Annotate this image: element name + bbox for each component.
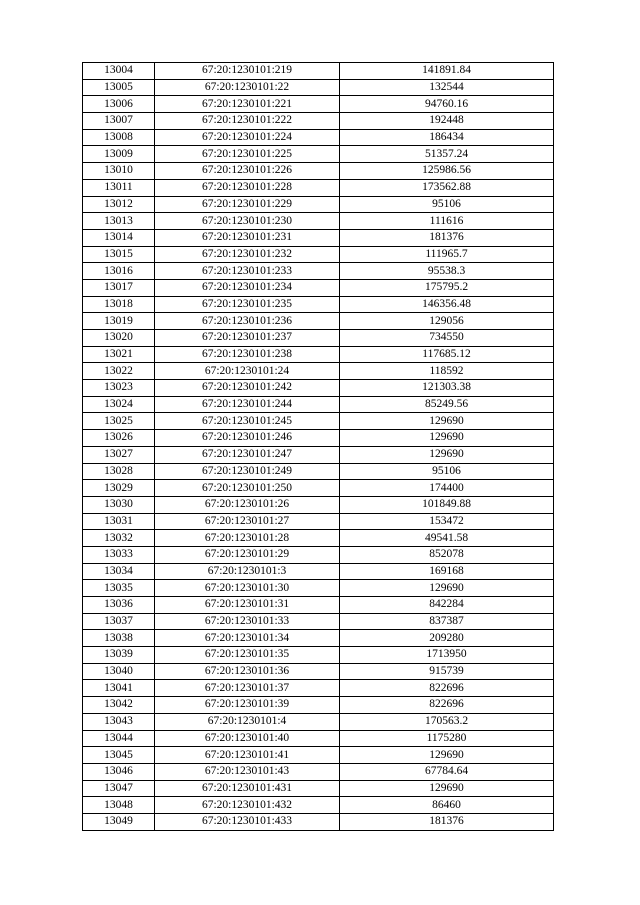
cadastral-number-cell: 67:20:1230101:231 xyxy=(155,229,340,246)
value-cell: 181376 xyxy=(340,813,554,830)
row-number-cell: 13023 xyxy=(83,380,155,397)
table-body xyxy=(83,63,554,831)
value-cell: 734550 xyxy=(340,330,554,347)
value-cell: 49541.58 xyxy=(340,530,554,547)
row-number-cell: 13009 xyxy=(83,146,155,163)
row-number-cell: 13043 xyxy=(83,713,155,730)
row-number-cell: 13041 xyxy=(83,680,155,697)
row-number-cell: 13017 xyxy=(83,279,155,296)
table-row xyxy=(83,363,554,380)
table-row xyxy=(83,129,554,146)
value-cell: 915739 xyxy=(340,663,554,680)
value-cell: 129690 xyxy=(340,780,554,797)
row-number-cell: 13036 xyxy=(83,597,155,614)
value-cell: 95106 xyxy=(340,463,554,480)
row-number-cell: 13015 xyxy=(83,246,155,263)
value-cell: 111616 xyxy=(340,213,554,230)
row-number-cell: 13047 xyxy=(83,780,155,797)
value-cell: 1175280 xyxy=(340,730,554,747)
cadastral-number-cell: 67:20:1230101:246 xyxy=(155,430,340,447)
row-number-cell: 13037 xyxy=(83,613,155,630)
cadastral-number-cell: 67:20:1230101:27 xyxy=(155,513,340,530)
value-cell: 95106 xyxy=(340,196,554,213)
row-number-cell: 13049 xyxy=(83,813,155,830)
value-cell: 85249.56 xyxy=(340,396,554,413)
cadastral-number-cell: 67:20:1230101:22 xyxy=(155,79,340,96)
value-cell: 153472 xyxy=(340,513,554,530)
table-row xyxy=(83,146,554,163)
cadastral-number-cell: 67:20:1230101:238 xyxy=(155,346,340,363)
value-cell: 852078 xyxy=(340,546,554,563)
value-cell: 129690 xyxy=(340,580,554,597)
cadastral-number-cell: 67:20:1230101:233 xyxy=(155,263,340,280)
row-number-cell: 13022 xyxy=(83,363,155,380)
table-row xyxy=(83,163,554,180)
cadastral-number-cell: 67:20:1230101:226 xyxy=(155,163,340,180)
cadastral-number-cell: 67:20:1230101:221 xyxy=(155,96,340,113)
cadastral-number-cell: 67:20:1230101:35 xyxy=(155,647,340,664)
row-number-cell: 13038 xyxy=(83,630,155,647)
table-row xyxy=(83,797,554,814)
cadastral-number-cell: 67:20:1230101:229 xyxy=(155,196,340,213)
cadastral-number-cell: 67:20:1230101:40 xyxy=(155,730,340,747)
table-row xyxy=(83,580,554,597)
table-row xyxy=(83,747,554,764)
row-number-cell: 13048 xyxy=(83,797,155,814)
row-number-cell: 13019 xyxy=(83,313,155,330)
cadastral-number-cell: 67:20:1230101:29 xyxy=(155,546,340,563)
table-row xyxy=(83,313,554,330)
value-cell: 67784.64 xyxy=(340,763,554,780)
value-cell: 129690 xyxy=(340,747,554,764)
cadastral-number-cell: 67:20:1230101:224 xyxy=(155,129,340,146)
value-cell: 129690 xyxy=(340,430,554,447)
value-cell: 822696 xyxy=(340,680,554,697)
table-row xyxy=(83,96,554,113)
value-cell: 186434 xyxy=(340,129,554,146)
row-number-cell: 13016 xyxy=(83,263,155,280)
value-cell: 169168 xyxy=(340,563,554,580)
table-row xyxy=(83,647,554,664)
cadastral-value-table xyxy=(82,62,554,831)
value-cell: 129690 xyxy=(340,413,554,430)
cadastral-number-cell: 67:20:1230101:242 xyxy=(155,380,340,397)
row-number-cell: 13020 xyxy=(83,330,155,347)
value-cell: 181376 xyxy=(340,229,554,246)
table-row xyxy=(83,113,554,130)
table-row xyxy=(83,697,554,714)
value-cell: 173562.88 xyxy=(340,179,554,196)
value-cell: 129056 xyxy=(340,313,554,330)
value-cell: 95538.3 xyxy=(340,263,554,280)
cadastral-number-cell: 67:20:1230101:433 xyxy=(155,813,340,830)
row-number-cell: 13013 xyxy=(83,213,155,230)
row-number-cell: 13014 xyxy=(83,229,155,246)
table-row xyxy=(83,179,554,196)
cadastral-number-cell: 67:20:1230101:31 xyxy=(155,597,340,614)
table-row xyxy=(83,513,554,530)
table-row xyxy=(83,546,554,563)
row-number-cell: 13008 xyxy=(83,129,155,146)
table-row xyxy=(83,246,554,263)
cadastral-number-cell: 67:20:1230101:34 xyxy=(155,630,340,647)
value-cell: 101849.88 xyxy=(340,496,554,513)
table-row xyxy=(83,330,554,347)
table-row xyxy=(83,229,554,246)
row-number-cell: 13005 xyxy=(83,79,155,96)
value-cell: 842284 xyxy=(340,597,554,614)
table-row xyxy=(83,780,554,797)
table-row xyxy=(83,480,554,497)
cadastral-number-cell: 67:20:1230101:431 xyxy=(155,780,340,797)
cadastral-number-cell: 67:20:1230101:228 xyxy=(155,179,340,196)
row-number-cell: 13004 xyxy=(83,63,155,80)
cadastral-number-cell: 67:20:1230101:225 xyxy=(155,146,340,163)
cadastral-number-cell: 67:20:1230101:36 xyxy=(155,663,340,680)
table-row xyxy=(83,346,554,363)
table-row xyxy=(83,713,554,730)
cadastral-number-cell: 67:20:1230101:235 xyxy=(155,296,340,313)
table-row xyxy=(83,196,554,213)
row-number-cell: 13044 xyxy=(83,730,155,747)
row-number-cell: 13007 xyxy=(83,113,155,130)
cadastral-number-cell: 67:20:1230101:37 xyxy=(155,680,340,697)
cadastral-number-cell: 67:20:1230101:245 xyxy=(155,413,340,430)
value-cell: 209280 xyxy=(340,630,554,647)
row-number-cell: 13021 xyxy=(83,346,155,363)
row-number-cell: 13046 xyxy=(83,763,155,780)
row-number-cell: 13030 xyxy=(83,496,155,513)
row-number-cell: 13011 xyxy=(83,179,155,196)
table-row xyxy=(83,496,554,513)
cadastral-number-cell: 67:20:1230101:28 xyxy=(155,530,340,547)
cadastral-number-cell: 67:20:1230101:237 xyxy=(155,330,340,347)
row-number-cell: 13006 xyxy=(83,96,155,113)
table-row xyxy=(83,813,554,830)
table-row xyxy=(83,763,554,780)
table-row xyxy=(83,597,554,614)
cadastral-number-cell: 67:20:1230101:232 xyxy=(155,246,340,263)
value-cell: 132544 xyxy=(340,79,554,96)
table-row xyxy=(83,430,554,447)
cadastral-number-cell: 67:20:1230101:247 xyxy=(155,446,340,463)
value-cell: 129690 xyxy=(340,446,554,463)
cadastral-number-cell: 67:20:1230101:24 xyxy=(155,363,340,380)
table-row xyxy=(83,613,554,630)
row-number-cell: 13034 xyxy=(83,563,155,580)
row-number-cell: 13045 xyxy=(83,747,155,764)
row-number-cell: 13040 xyxy=(83,663,155,680)
cadastral-number-cell: 67:20:1230101:234 xyxy=(155,279,340,296)
value-cell: 94760.16 xyxy=(340,96,554,113)
table-row xyxy=(83,79,554,96)
row-number-cell: 13024 xyxy=(83,396,155,413)
value-cell: 170563.2 xyxy=(340,713,554,730)
table-row xyxy=(83,263,554,280)
table-row xyxy=(83,413,554,430)
value-cell: 118592 xyxy=(340,363,554,380)
table-row xyxy=(83,663,554,680)
table-row xyxy=(83,630,554,647)
value-cell: 125986.56 xyxy=(340,163,554,180)
row-number-cell: 13012 xyxy=(83,196,155,213)
row-number-cell: 13025 xyxy=(83,413,155,430)
value-cell: 192448 xyxy=(340,113,554,130)
table-row xyxy=(83,380,554,397)
table-row xyxy=(83,463,554,480)
value-cell: 51357.24 xyxy=(340,146,554,163)
cadastral-number-cell: 67:20:1230101:30 xyxy=(155,580,340,597)
row-number-cell: 13018 xyxy=(83,296,155,313)
cadastral-number-cell: 67:20:1230101:33 xyxy=(155,613,340,630)
table-row xyxy=(83,296,554,313)
value-cell: 86460 xyxy=(340,797,554,814)
row-number-cell: 13026 xyxy=(83,430,155,447)
cadastral-number-cell: 67:20:1230101:219 xyxy=(155,63,340,80)
cadastral-number-cell: 67:20:1230101:236 xyxy=(155,313,340,330)
cadastral-number-cell: 67:20:1230101:222 xyxy=(155,113,340,130)
value-cell: 141891.84 xyxy=(340,63,554,80)
cadastral-number-cell: 67:20:1230101:41 xyxy=(155,747,340,764)
value-cell: 1713950 xyxy=(340,647,554,664)
cadastral-number-cell: 67:20:1230101:230 xyxy=(155,213,340,230)
table-row xyxy=(83,680,554,697)
table-row xyxy=(83,446,554,463)
row-number-cell: 13042 xyxy=(83,697,155,714)
row-number-cell: 13035 xyxy=(83,580,155,597)
cadastral-number-cell: 67:20:1230101:250 xyxy=(155,480,340,497)
value-cell: 111965.7 xyxy=(340,246,554,263)
value-cell: 822696 xyxy=(340,697,554,714)
cadastral-number-cell: 67:20:1230101:26 xyxy=(155,496,340,513)
cadastral-number-cell: 67:20:1230101:43 xyxy=(155,763,340,780)
table-row xyxy=(83,730,554,747)
cadastral-number-cell: 67:20:1230101:3 xyxy=(155,563,340,580)
table-row xyxy=(83,530,554,547)
row-number-cell: 13028 xyxy=(83,463,155,480)
cadastral-number-cell: 67:20:1230101:432 xyxy=(155,797,340,814)
row-number-cell: 13033 xyxy=(83,546,155,563)
row-number-cell: 13031 xyxy=(83,513,155,530)
row-number-cell: 13029 xyxy=(83,480,155,497)
table-row xyxy=(83,279,554,296)
row-number-cell: 13027 xyxy=(83,446,155,463)
cadastral-number-cell: 67:20:1230101:244 xyxy=(155,396,340,413)
table-row xyxy=(83,396,554,413)
cadastral-number-cell: 67:20:1230101:4 xyxy=(155,713,340,730)
value-cell: 837387 xyxy=(340,613,554,630)
table-row xyxy=(83,563,554,580)
table-row xyxy=(83,213,554,230)
value-cell: 175795.2 xyxy=(340,279,554,296)
cadastral-number-cell: 67:20:1230101:39 xyxy=(155,697,340,714)
cadastral-number-cell: 67:20:1230101:249 xyxy=(155,463,340,480)
table-row xyxy=(83,63,554,80)
value-cell: 146356.48 xyxy=(340,296,554,313)
row-number-cell: 13032 xyxy=(83,530,155,547)
value-cell: 121303.38 xyxy=(340,380,554,397)
value-cell: 117685.12 xyxy=(340,346,554,363)
row-number-cell: 13039 xyxy=(83,647,155,664)
row-number-cell: 13010 xyxy=(83,163,155,180)
value-cell: 174400 xyxy=(340,480,554,497)
